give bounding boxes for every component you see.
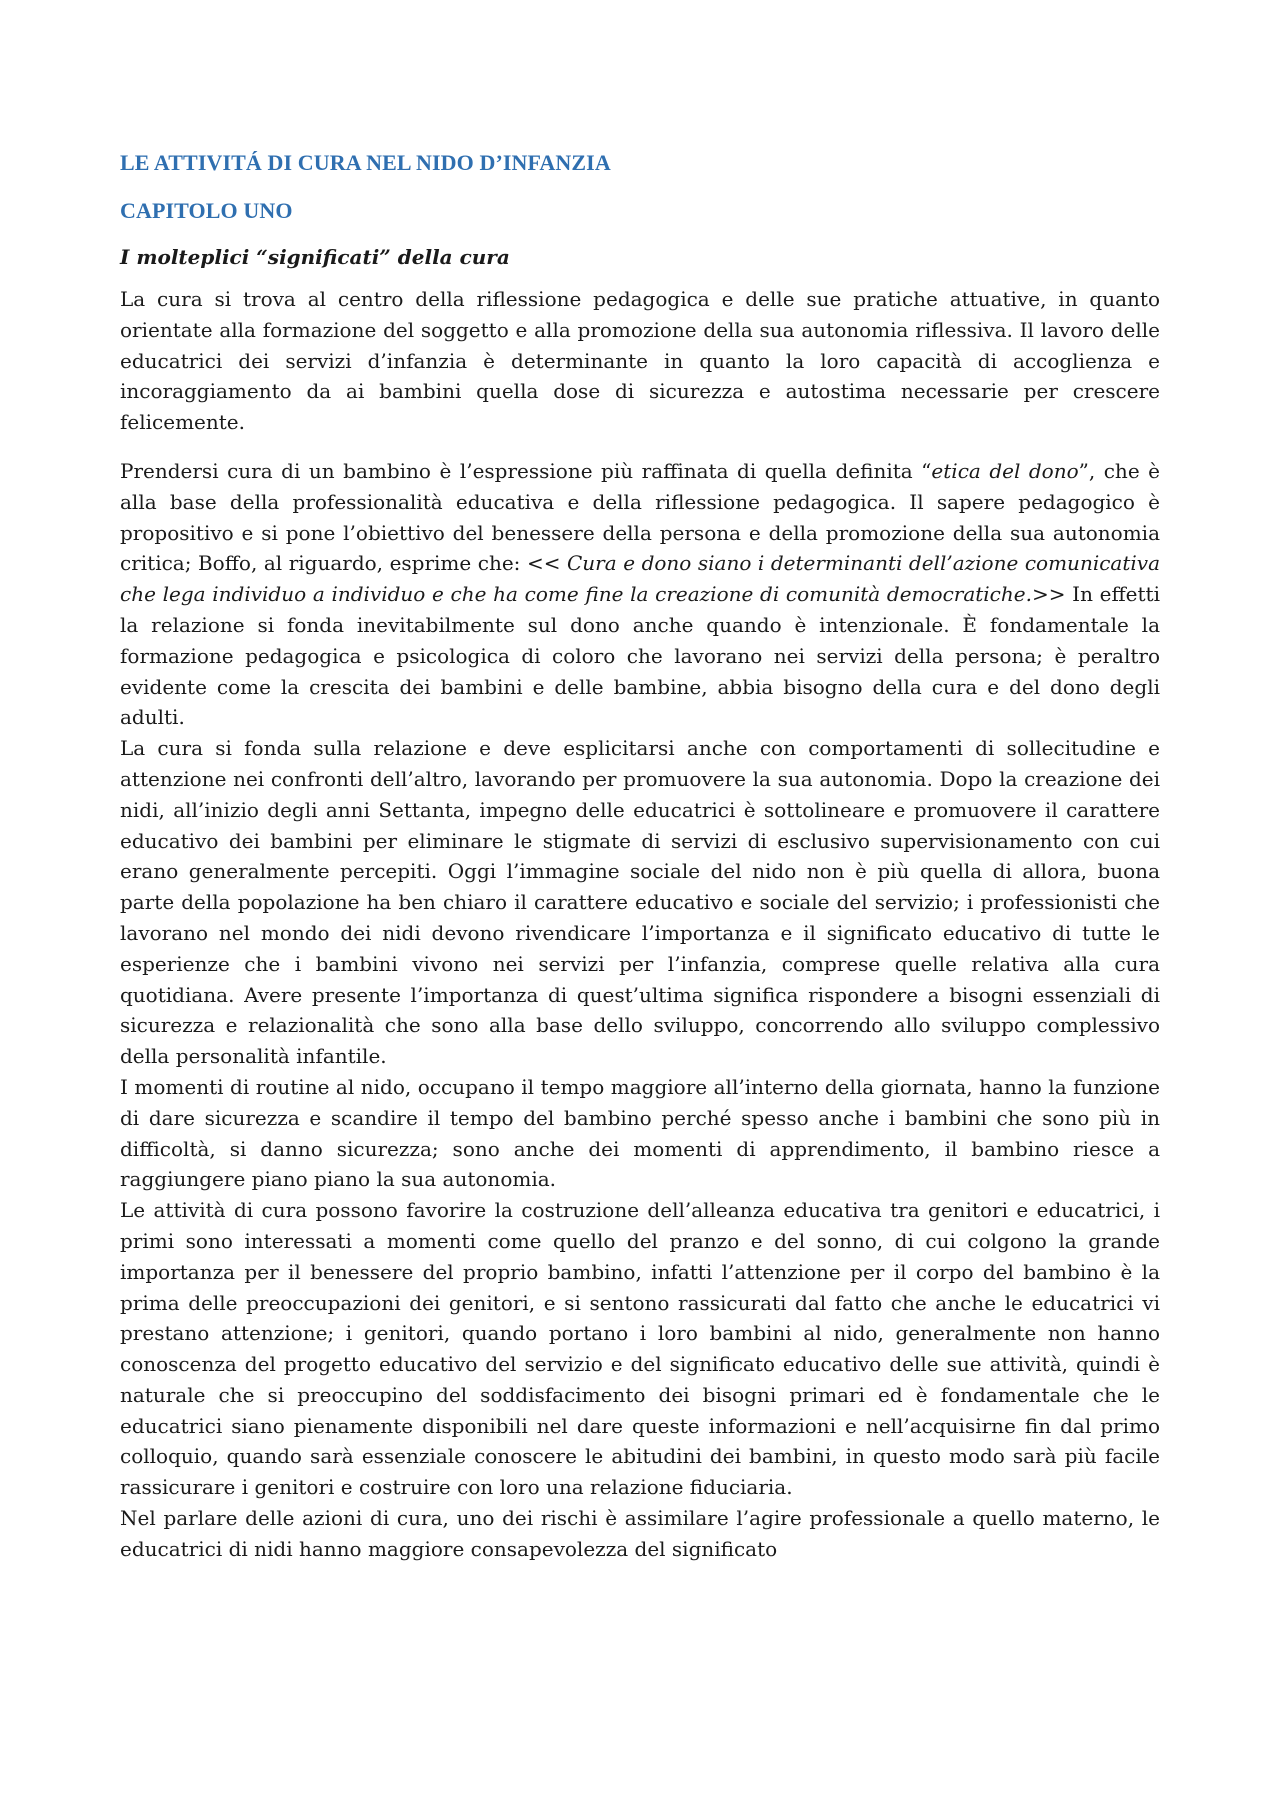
document-page [120, 150, 1160, 1565]
paragraph-2-text-b: ”, che è alla base della professionalità educativa e della riflessione pedagogica. Il sapere pedagogico è propositivo e si pone l’obiettivo del benessere della persona e della promozione della sua autonomia critica; Boffo, al riguardo, esprime che: << [120, 458, 1160, 576]
document-title: LE ATTIVITÁ DI CURA NEL NIDO D’INFANZIA [120, 150, 611, 175]
paragraph-2 [120, 456, 1160, 733]
paragraph-2-italic-a: etica del dono [931, 458, 1079, 483]
paragraph-6: Nel parlare delle azioni di cura, uno dei rischi è assimilare l’agire professionale a quello materno, le educatrici di nidi hanno maggiore consapevolezza del significato [120, 1506, 1160, 1561]
paragraph-5: Le attività di cura possono favorire la costruzione dell’alleanza educativa tra genitori e educatrici, i primi sono interessati a momenti come quello del pranzo e del sonno, di cui colgono la grande importanza per il benessere del proprio bambino, infatti l’attenzione per il corpo del bambino è la prima delle preoccupazioni dei genitori, e si sentono rassicurati dal fatto che anche le educatrici vi prestano attenzione; i genitori, quando portano i loro bambini al nido, generalmente non hanno conoscenza del progetto educativo del servizio e del significato educativo delle sue attività, quindi è naturale che si preoccupino del soddisfacimento dei bisogni primari ed è fondamentale che le educatrici siano pienamente disponibili nel dare queste informazioni e nell’acquisirne fin dal primo colloquio, quando sarà essenziale conoscere le abitudini dei bambini, in questo modo sarà più facile rassicurare i genitori e costruire con loro una relazione fiduciaria. [120, 1198, 1160, 1500]
paragraph-3: La cura si fonda sulla relazione e deve esplicitarsi anche con comportamenti di sollecitudine e attenzione nei confronti dell’altro, lavorando per promuovere la sua autonomia. Dopo la creazione dei nidi, all’inizio degli anni Settanta, impegno delle educatrici è sottolineare e promuovere il carattere educativo dei bambini per eliminare le stigmate di servizi di esclusivo supervisionamento con cui erano generalmente percepiti. Oggi l’immagine sociale del nido non è più quella di allora, buona parte della popolazione ha ben chiaro il carattere educativo e sociale del servizio; i professionisti che lavorano nel mondo dei nidi devono rivendicare l’importanza e il significato educativo di tutte le esperienze che i bambini vivono nei servizi per l’infanzia, comprese quelle relativa alla cura quotidiana. Avere presente l’importanza di quest’ultima significa rispondere a bisogni essenziali di sicurezza e relazionalità che sono alla base dello sviluppo, concorrendo allo sviluppo complessivo della personalità infantile. [120, 736, 1160, 1069]
section-title: I molteplici “significati” della cura [120, 245, 510, 269]
chapter-heading: CAPITOLO UNO [120, 198, 293, 223]
paragraph-4: I momenti di routine al nido, occupano il tempo maggiore all’interno della giornata, hanno la funzione di dare sicurezza e scandire il tempo del bambino perché spesso anche i bambini che sono più in difficoltà, si danno sicurezza; sono anche dei momenti di apprendimento, il bambino riesce a raggiungere piano piano la sua autonomia. [120, 1074, 1160, 1192]
paragraph-2-quote: Cura e dono siano i determinanti dell’azione comunicativa che lega individuo a individuo e che ha come fine la creazione di comunità democratiche. [120, 551, 1160, 607]
paragraph-1: La cura si trova al centro della riflessione pedagogica e delle sue pratiche attuative, in quanto orientate alla formazione del soggetto e alla promozione della sua autonomia riflessiva. Il lavoro delle educatrici dei servizi d’infanzia è determinante in quanto la loro capacità di accoglienza e incoraggiamento da ai bambini quella dose di sicurezza e autostima necessarie per crescere felicemente. [120, 287, 1160, 435]
paragraph-2-text-a: Prendersi cura di un bambino è l’espressione più raffinata di quella definita “ [120, 458, 932, 483]
paragraph-2-text-c: >> In effetti la relazione si fonda inevitabilmente sul dono anche quando è intenzionale. È fondamentale la formazione pedagogica e psicologica di coloro che lavorano nei servizi della persona; è peraltro evidente come la crescita dei bambini e delle bambine, abbia bisogno della cura e del dono degli adulti. [120, 582, 1160, 730]
